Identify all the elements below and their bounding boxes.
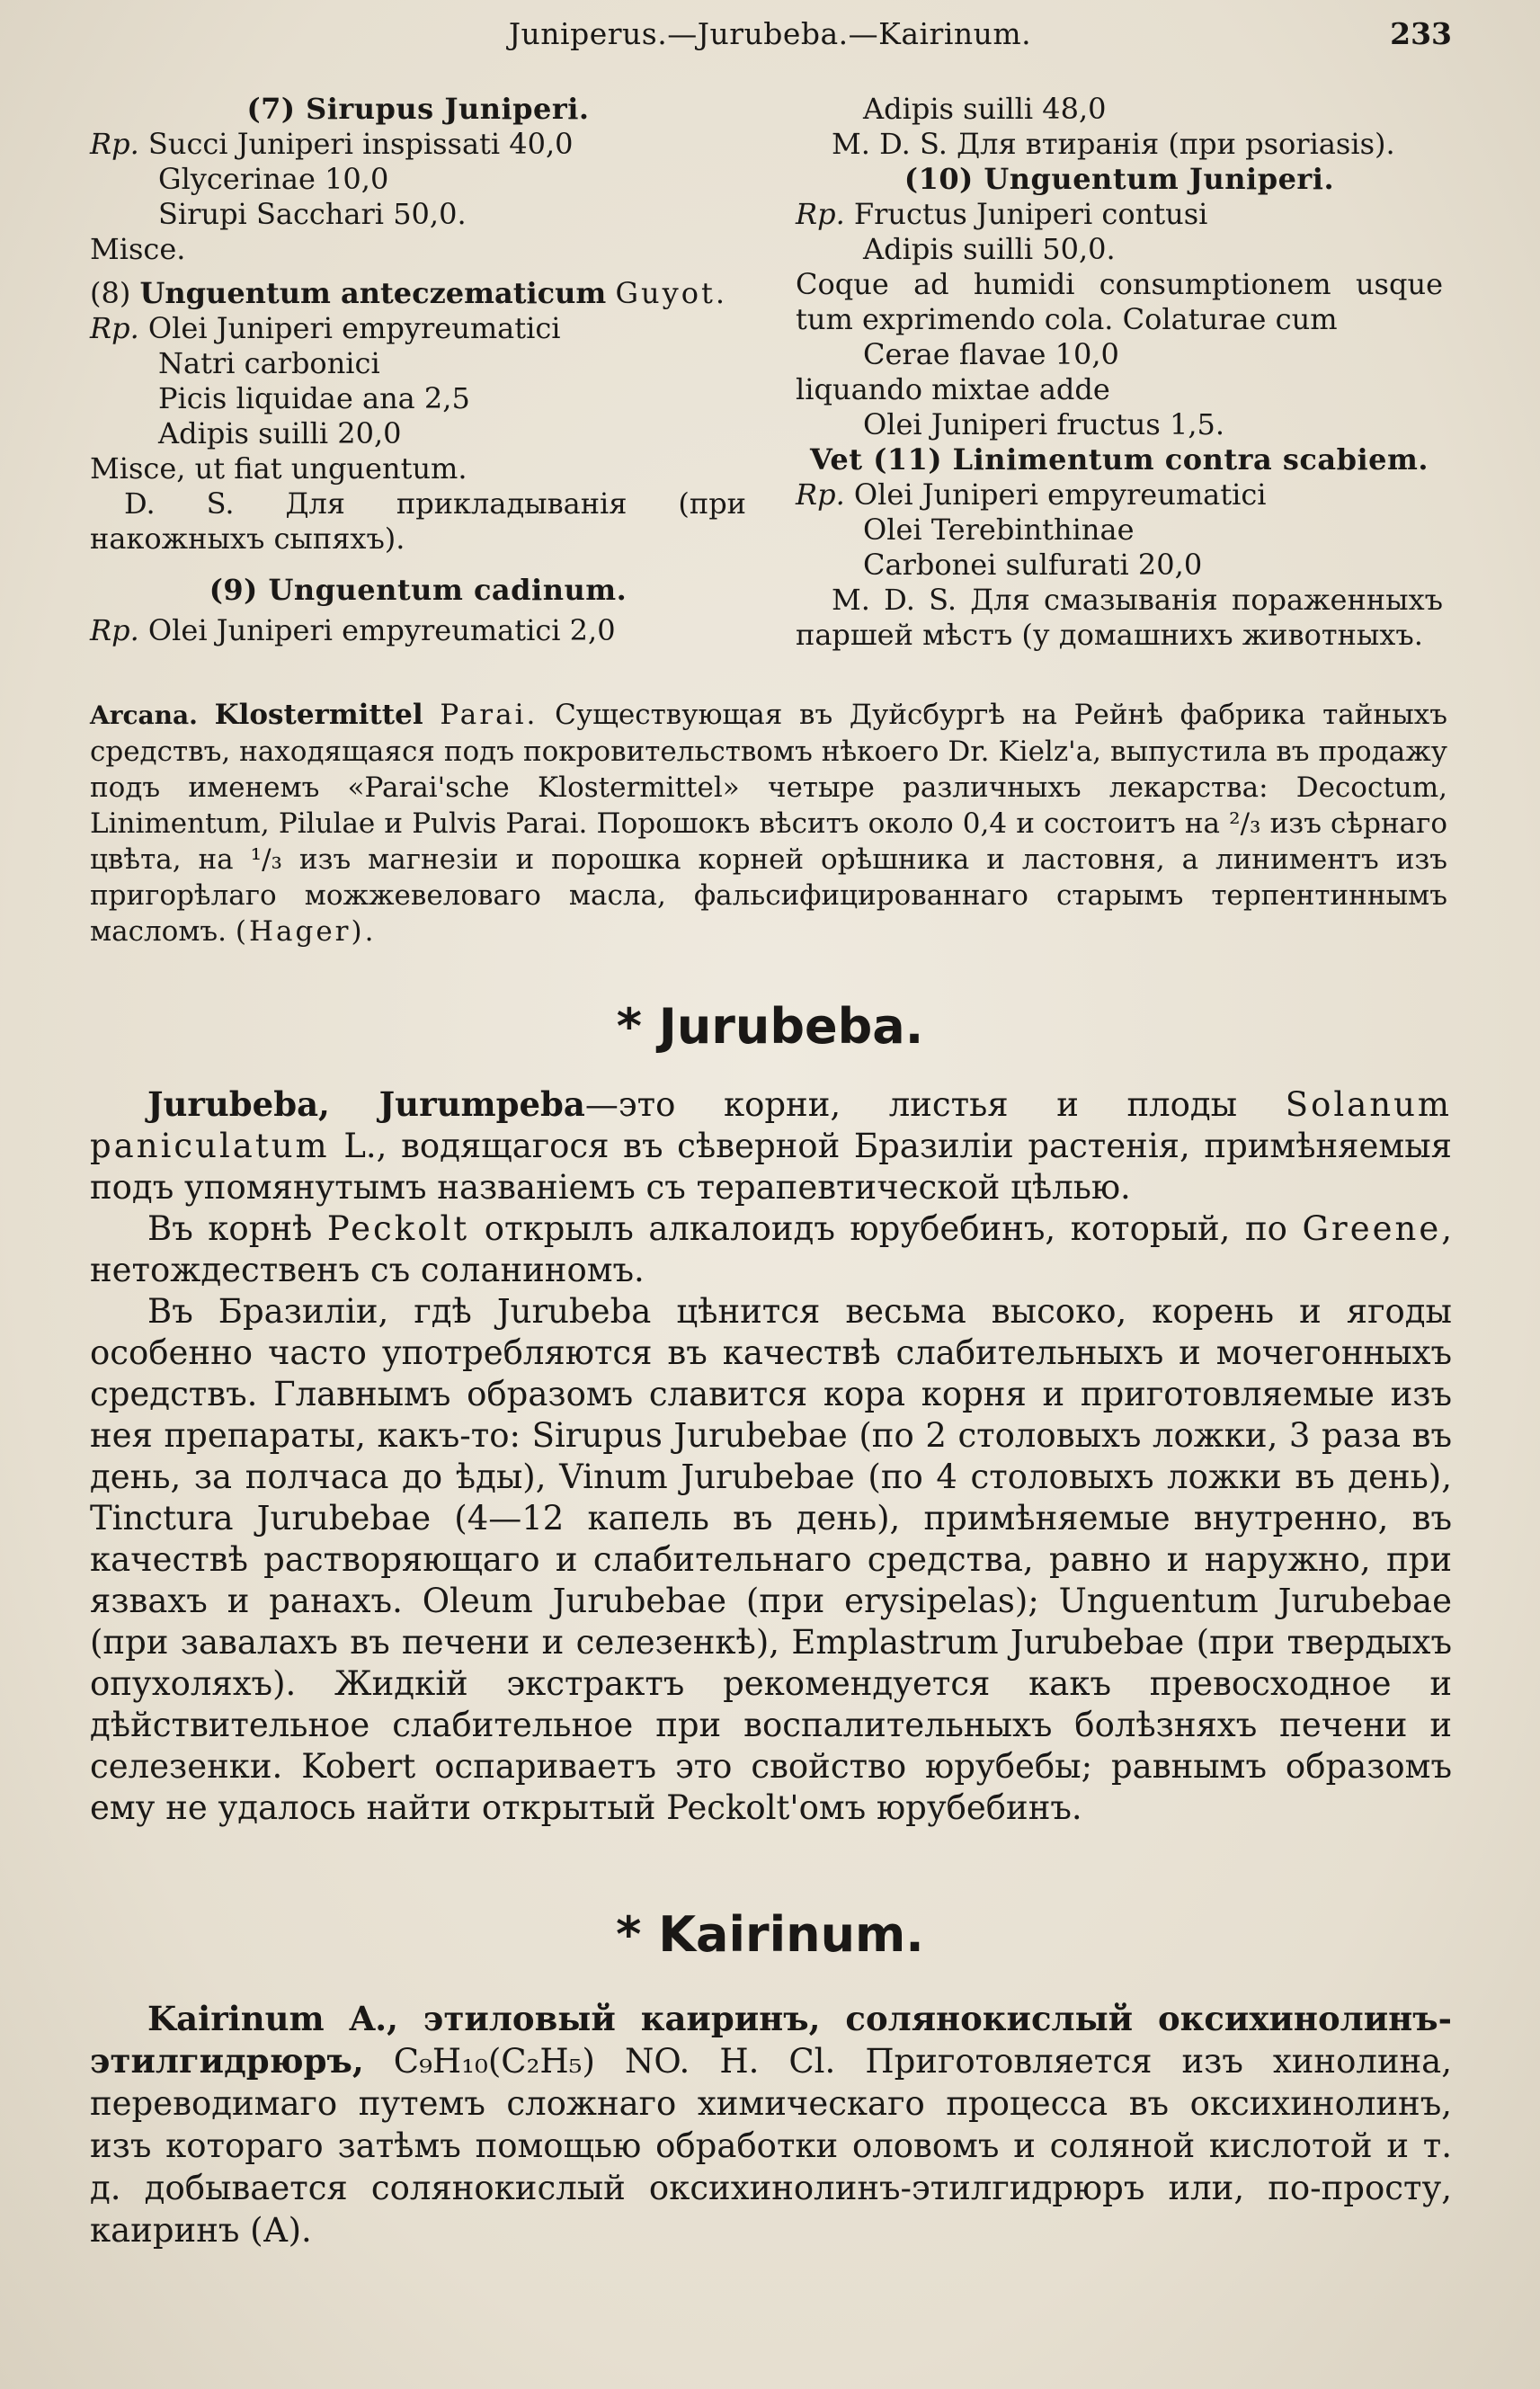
recipe-11-ds: M. D. S. Для смазыванія пораженныхъ паршей мѣстъ (у домашнихъ животныхъ. [796, 583, 1443, 652]
recipe-10-line: Cerae flavae 10,0 [863, 337, 1119, 371]
recipe-10-line: Adipis suilli 50,0. [863, 232, 1116, 266]
recipe-7-title: (7) Sirupus Juniperi. [246, 92, 590, 126]
recipe-10-text: liquando mixtae adde [796, 372, 1110, 406]
jurubeba-paragraph-1: Jurubeba, Jurumpeba—это корни, листья и плоды Solanum paniculatum L., водящагося въ сѣверной Бразиліи растенія, примѣняемыя подъ упомянутымъ названіемъ съ терапевтической цѣлью. [90, 1084, 1453, 1207]
arcana-citation: (Hager). [235, 915, 377, 948]
left-column [90, 92, 746, 648]
recipe-7-misce: Misce. [90, 232, 186, 266]
recipe-11-line: Carbonei sulfurati 20,0 [863, 548, 1203, 582]
arcana-lead: Arcana. [90, 700, 198, 730]
recipe-9-title: (9) Unguentum cadinum. [209, 573, 628, 607]
recipe-7-line: Glycerinae 10,0 [158, 162, 389, 196]
running-head [0, 16, 1540, 56]
kairinum-paragraph: Kairinum A., этиловый каиринъ, солянокислый оксихинолинъ-этилгидрюръ, C₉H₁₀(C₂H₅) NO. H. Cl. Приготовляется изъ хинолина, переводимаго путемъ сложнаго химическаго процесса въ оксихинолинъ, изъ котораго затѣмъ помощью обработки оловомъ и соляной кислотой и т. д. добывается солянокислый оксихинолинъ-этилгидрюръ или, по-просту, каиринъ (А). [90, 1999, 1453, 2250]
recipe-7-line: Rp. Succi Juniperi inspissati 40,0 [90, 127, 574, 161]
recipe-8-ds: D. S. Для прикладыванія (при накожныхъ сыпяхъ). [90, 486, 746, 556]
recipe-8-title: (8) Unguentum anteczematicum Guyot. [90, 276, 727, 310]
jurubeba-paragraph-3: Въ Бразиліи, гдѣ Jurubeba цѣнится весьма высоко, корень и ягоды особенно часто употребляются въ качествѣ слабительныхъ и мочегонныхъ средствъ. Главнымъ образомъ славится кора корня и приготовляемые изъ нея препараты, какъ-то: Sirupus Jurubebae (по 2 столовыхъ ложки, 3 раза въ день, за полчаса до ѣды), Vinum Jurubebae (по 4 столовыхъ ложки въ день), Tinctura Jurubebae (4—12 капель въ день), примѣняемые внутренно, въ качествѣ растворяющаго и слабительнаго средства, равно и наружно, при язвахъ и ранахъ. Oleum Jurubebae (при erysipelas); Unguentum Jurubebae (при завалахъ въ печени и селезенкѣ), Emplastrum Jurubebae (при твердыхъ опухоляхъ). Жидкій экстрактъ рекомендуется какъ превосходное и дѣйствительное слабительное при воспалительныхъ болѣзняхъ печени и селезенки. Kobert оспариваетъ это свойство юрубебы; равнымъ образомъ ему не удалось найти открытый Peckolt'омъ юрубебинъ. [90, 1292, 1452, 1827]
arcana-name: Klostermittel [214, 699, 423, 731]
right-column [796, 92, 1443, 653]
arcana-paragraph: Arcana. Klostermittel Parai. Существующая въ Дуйсбургѣ на Рейнѣ фабрика тайныхъ средствъ, находящаяся подъ покровительствомъ нѣкоего Dr. Kielz'a, выпустила въ продажу подъ именемъ «Parai'sche Klostermittel» четыре различныхъ лекарства: Decoctum, Linimentum, Pilulae и Pulvis Parai. Порошокъ вѣситъ около 0,4 и состоитъ на ²/₃ изъ сѣрнаго цвѣта, на ¹/₃ изъ магнезіи и порошка корней орѣшника и ластовня, а линиментъ изъ пригорѣлаго можжевеловаго масла, фальсифицированнаго старымъ терпентиннымъ масломъ. (Hager). [90, 699, 1447, 948]
recipe-8-line: Rp. Olei Juniperi empyreumatici [90, 311, 561, 345]
recipe-11-line: Rp. Olei Juniperi empyreumatici [796, 477, 1267, 512]
recipe-10-line: Rp. Fructus Juniperi contusi [796, 197, 1208, 231]
page-number: 233 [1390, 16, 1452, 51]
recipe-10-line: Olei Juniperi fructus 1,5. [863, 407, 1225, 441]
recipe-10-title: (10) Unguentum Juniperi. [904, 162, 1335, 196]
recipe-8-line: Natri carbonici [158, 346, 380, 380]
recipe-9-line: Adipis suilli 48,0 [863, 92, 1107, 126]
recipe-7-line: Sirupi Sacchari 50,0. [158, 197, 467, 231]
recipe-10-text: Coque ad humidi consumptionem usque tum exprimendo cola. Colaturae cum [796, 267, 1443, 336]
jurubeba-paragraph-2: Въ корнѣ Peckolt открылъ алкалоидъ юрубебинъ, который, по Greene, нетождественъ съ соланиномъ. [90, 1209, 1453, 1289]
running-title: Juniperus.—Jurubeba.—Kairinum. [508, 16, 1032, 51]
kairinum-body [90, 1998, 1452, 2251]
recipe-8-line: Picis liquidae ana 2,5 [158, 381, 470, 415]
recipe-9-line: Rp. Olei Juniperi empyreumatici 2,0 [90, 613, 616, 647]
recipe-8-line: Adipis suilli 20,0 [158, 416, 402, 450]
jurubeba-heading: * Jurubeba. [616, 998, 924, 1055]
jurubeba-body [90, 1083, 1452, 1829]
arcana-name2: Parai. [440, 699, 539, 731]
recipe-11-line: Olei Terebinthinae [863, 513, 1135, 547]
recipe-8-misce: Misce, ut fiat unguentum. [90, 451, 467, 486]
kairinum-heading: * Kairinum. [616, 1906, 924, 1963]
recipe-11-title: Vet (11) Linimentum contra scabiem. [810, 442, 1429, 477]
recipe-9-ds: M. D. S. Для втиранія (при psoriasis). [832, 127, 1395, 161]
